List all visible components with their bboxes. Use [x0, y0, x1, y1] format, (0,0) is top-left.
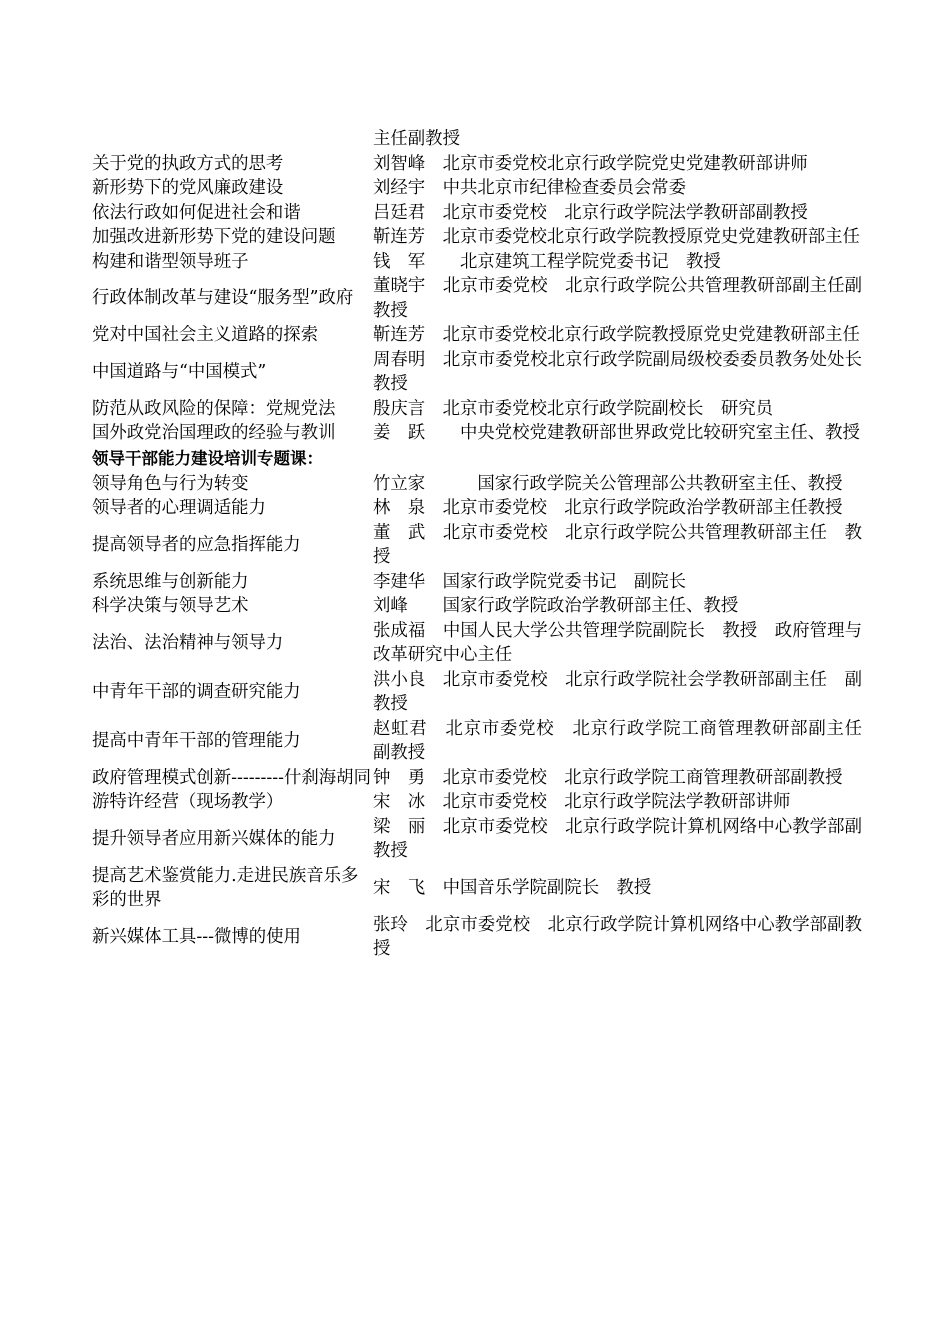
lecturer-cell: 靳连芳 北京市委党校北京行政学院教授原党史党建教研部主任 — [373, 325, 860, 345]
table-row — [92, 594, 862, 619]
table-row — [92, 152, 862, 177]
lecturer-cell: 洪小良 北京市委党校 北京行政学院社会学教研部副主任 副教授 — [373, 669, 862, 714]
lecturer-cell: 靳连芳 北京市委党校北京行政学院教授原党史党建教研部主任 — [373, 227, 860, 247]
table-row — [92, 421, 862, 446]
topic-cell: 法治、法治精神与领导力 — [92, 632, 284, 653]
table-row — [92, 225, 862, 250]
table-row — [92, 323, 862, 348]
topic-cell: 防范从政风险的保障：党规党法 — [92, 398, 336, 419]
table-row — [92, 521, 862, 570]
lecturer-cell: 赵虹君 北京市委党校 北京行政学院工商管理教研部副主任 副教授 — [373, 718, 880, 763]
lecturer-cell: 梁 丽 北京市委党校 北京行政学院计算机网络中心教学部副教授 — [373, 816, 862, 861]
table-row — [92, 864, 862, 913]
course-table — [92, 127, 880, 962]
lecturer-cell: 刘经宇 中共北京市纪律检查委员会常委 — [373, 178, 687, 198]
table-row — [92, 472, 862, 497]
lecturer-cell: 李建华 国家行政学院党委书记 副院长 — [373, 571, 687, 592]
topic-cell: 关于党的执政方式的思考 — [92, 153, 284, 174]
topic-cell: 领导角色与行为转变 — [92, 473, 249, 494]
lecturer-cell: 殷庆言 北京市委党校北京行政学院副校长 研究员 — [373, 398, 773, 419]
lecturer-cell: 宋 冰 北京市委党校 北京行政学院法学教研部讲师 — [373, 792, 791, 812]
table-row — [92, 717, 862, 766]
topic-cell: 中国道路与“中国模式” — [92, 361, 267, 382]
topic-cell: 新兴媒体工具---微博的使用 — [92, 926, 301, 947]
topic-cell: 行政体制改革与建设“服务型”政府 — [92, 288, 354, 309]
topic-cell: 新形势下的党风廉政建设 — [92, 178, 284, 198]
lecturer-cell: 董晓宇 北京市委党校 北京行政学院公共管理教研部副主任副教授 — [373, 276, 862, 321]
table-row — [92, 348, 862, 397]
table-row — [92, 397, 862, 422]
topic-cell: 依法行政如何促进社会和谐 — [92, 202, 301, 223]
table-row — [92, 250, 862, 275]
topic-cell — [92, 127, 373, 152]
topic-cell: 科学决策与领导艺术 — [92, 596, 249, 616]
section-heading-row — [92, 446, 862, 472]
topic-cell: 提升领导者应用新兴媒体的能力 — [92, 828, 336, 849]
lecturer-cell: 刘峰 国家行政学院政治学教研部主任、教授 — [373, 596, 739, 616]
table-row — [92, 668, 862, 717]
table-row — [92, 766, 862, 791]
document-body — [92, 127, 880, 962]
lecturer-cell: 林 泉 北京市委党校 北京行政学院政治学教研部主任教授 — [373, 498, 843, 518]
table-row — [92, 176, 862, 201]
topic-cell: 中青年干部的调查研究能力 — [92, 681, 301, 702]
table-row — [92, 815, 862, 864]
lecturer-cell: 竹立家 国家行政学院关公管理部公共教研室主任、教授 — [373, 473, 843, 494]
topic-cell: 提高中青年干部的管理能力 — [92, 730, 301, 751]
topic-cell: 提高艺术鉴赏能力.走进民族音乐多彩的世界 — [92, 865, 359, 910]
topic-cell: 加强改进新形势下党的建设问题 — [92, 227, 336, 247]
topic-cell: 政府管理模式创新---------什刹海胡同游特许经营（现场教学） — [92, 767, 371, 812]
lecturer-cell: 张玲 北京市委党校 北京行政学院计算机网络中心教学部副教授 — [373, 914, 862, 959]
table-row — [92, 274, 862, 323]
topic-cell: 党对中国社会主义道路的探索 — [92, 325, 319, 345]
topic-cell: 领导者的心理调适能力 — [92, 498, 266, 518]
topic-cell: 国外政党治国理政的经验与教训 — [92, 423, 336, 443]
course-table-body — [92, 127, 880, 962]
lecturer-cell: 主任副教授 — [373, 129, 460, 149]
table-row — [92, 570, 862, 595]
table-row — [92, 496, 862, 521]
topic-cell: 系统思维与创新能力 — [92, 571, 249, 592]
lecturer-cell: 张成福 中国人民大学公共管理学院副院长 教授 政府管理与改革研究中心主任 — [373, 620, 862, 665]
table-row — [92, 619, 862, 668]
lecturer-cell: 刘智峰 北京市委党校北京行政学院党史党建教研部讲师 — [373, 153, 808, 174]
lecturer-cell: 钟 勇 北京市委党校 北京行政学院工商管理教研部副教授 — [373, 767, 843, 788]
lecturer-cell: 吕廷君 北京市委党校 北京行政学院法学教研部副教授 — [373, 202, 808, 223]
lecturer-cell: 钱 军 北京建筑工程学院党委书记 教授 — [373, 251, 721, 272]
lecturer-cell: 董 武 北京市委党校 北京行政学院公共管理教研部主任 教授 — [373, 522, 862, 567]
table-row — [92, 201, 862, 226]
lecturer-cell: 周春明 北京市委党校北京行政学院副局级校委委员教务处处长 教授 — [373, 349, 880, 394]
topic-cell: 提高领导者的应急指挥能力 — [92, 534, 301, 555]
section-heading: 领导干部能力建设培训专题课： — [92, 448, 323, 468]
table-row — [92, 127, 862, 152]
lecturer-cell: 姜 跃 中央党校党建教研部世界政党比较研究室主任、教授 — [373, 423, 860, 443]
table-row — [92, 913, 862, 962]
lecturer-cell: 宋 飞 中国音乐学院副院长 教授 — [373, 877, 652, 898]
topic-cell: 构建和谐型领导班子 — [92, 251, 249, 272]
